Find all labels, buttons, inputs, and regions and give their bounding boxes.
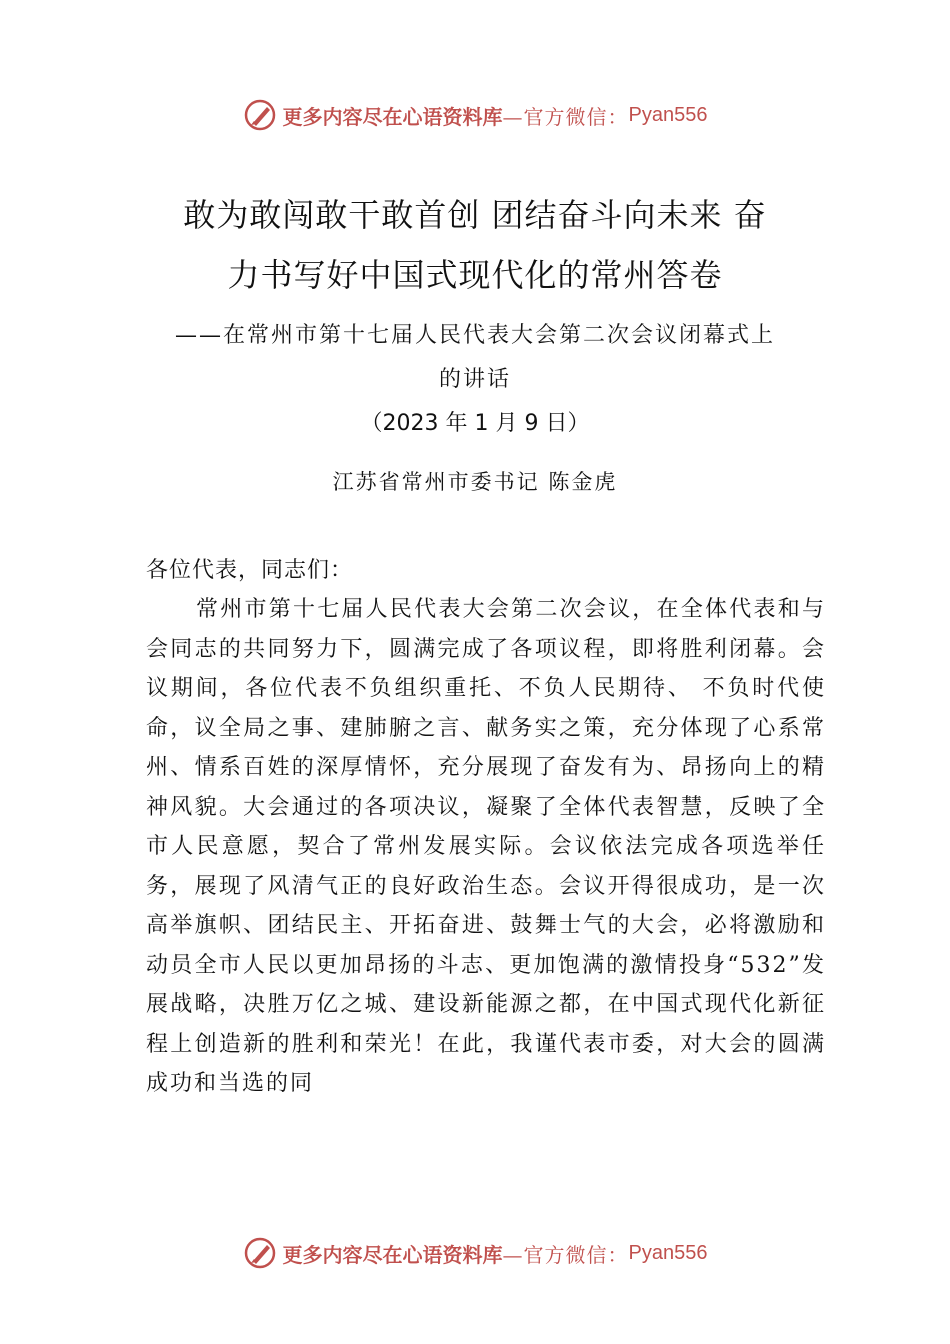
speech-date: （2023 年 1 月 9 日） <box>360 411 590 436</box>
banner-separator-text: —官方微信： <box>502 104 629 129</box>
header-banner <box>0 95 950 135</box>
title-line-2: 力书写好中国式现代化的常州答卷 <box>227 256 723 294</box>
banner-main-text: 更多内容尽在心语资料库 <box>282 104 503 129</box>
speech-author: 江苏省常州市委书记 陈金虎 <box>332 470 618 494</box>
pen-logo-icon <box>243 1236 277 1270</box>
body-paragraph: 常州市第十七届人民代表大会第二次会议，在全体代表和与会同志的共同努力下，圆满完成了各项议程，即将胜利闭幕。会议期间，各位代表不负组织重托、不负人民期待、 不负时代使命，议全局之事、建肺腑之言、献务实之策，充分体现了心系常州、情系百姓的深厚情怀，充分展现了奋发有为、昂扬向上的精神风貌。大会通过的各项决议，凝聚了全体代表智慧，反映了全市人民意愿，契合了常州发展实际。会议依法完成各项选举任务，展现了风清气正的良好政治生态。会议开得很成功，是一次高举旗帜、团结民主、开拓奋进、鼓舞士气的大会，必将激励和动员全市人民以更加昂扬的斗志、更加饱满的激情投身“532”发展战略，决胜万亿之城、建设新能源之都，在中国式现代化新征程上创造新的胜利和荣光！在此，我谨代表市委，对大会的圆满成功和当选的同 <box>146 597 826 1096</box>
footer-banner <box>0 1233 950 1273</box>
banner-main-text: 更多内容尽在心语资料库 <box>282 1242 503 1267</box>
subtitle-line-1: ——在常州市第十七届人民代表大会第二次会议闭幕式上 <box>174 323 775 348</box>
subtitle-line-2: 的讲话 <box>438 367 511 392</box>
banner-wechat-id: Pyan556 <box>628 103 708 126</box>
pen-logo-icon <box>243 98 277 132</box>
title-line-1: 敢为敢闯敢干敢首创 团结奋斗向未来 奋 <box>183 196 767 234</box>
banner-separator-text: —官方微信： <box>502 1242 629 1267</box>
banner-wechat-id: Pyan556 <box>628 1241 708 1264</box>
salutation: 各位代表，同志们： <box>146 558 354 583</box>
